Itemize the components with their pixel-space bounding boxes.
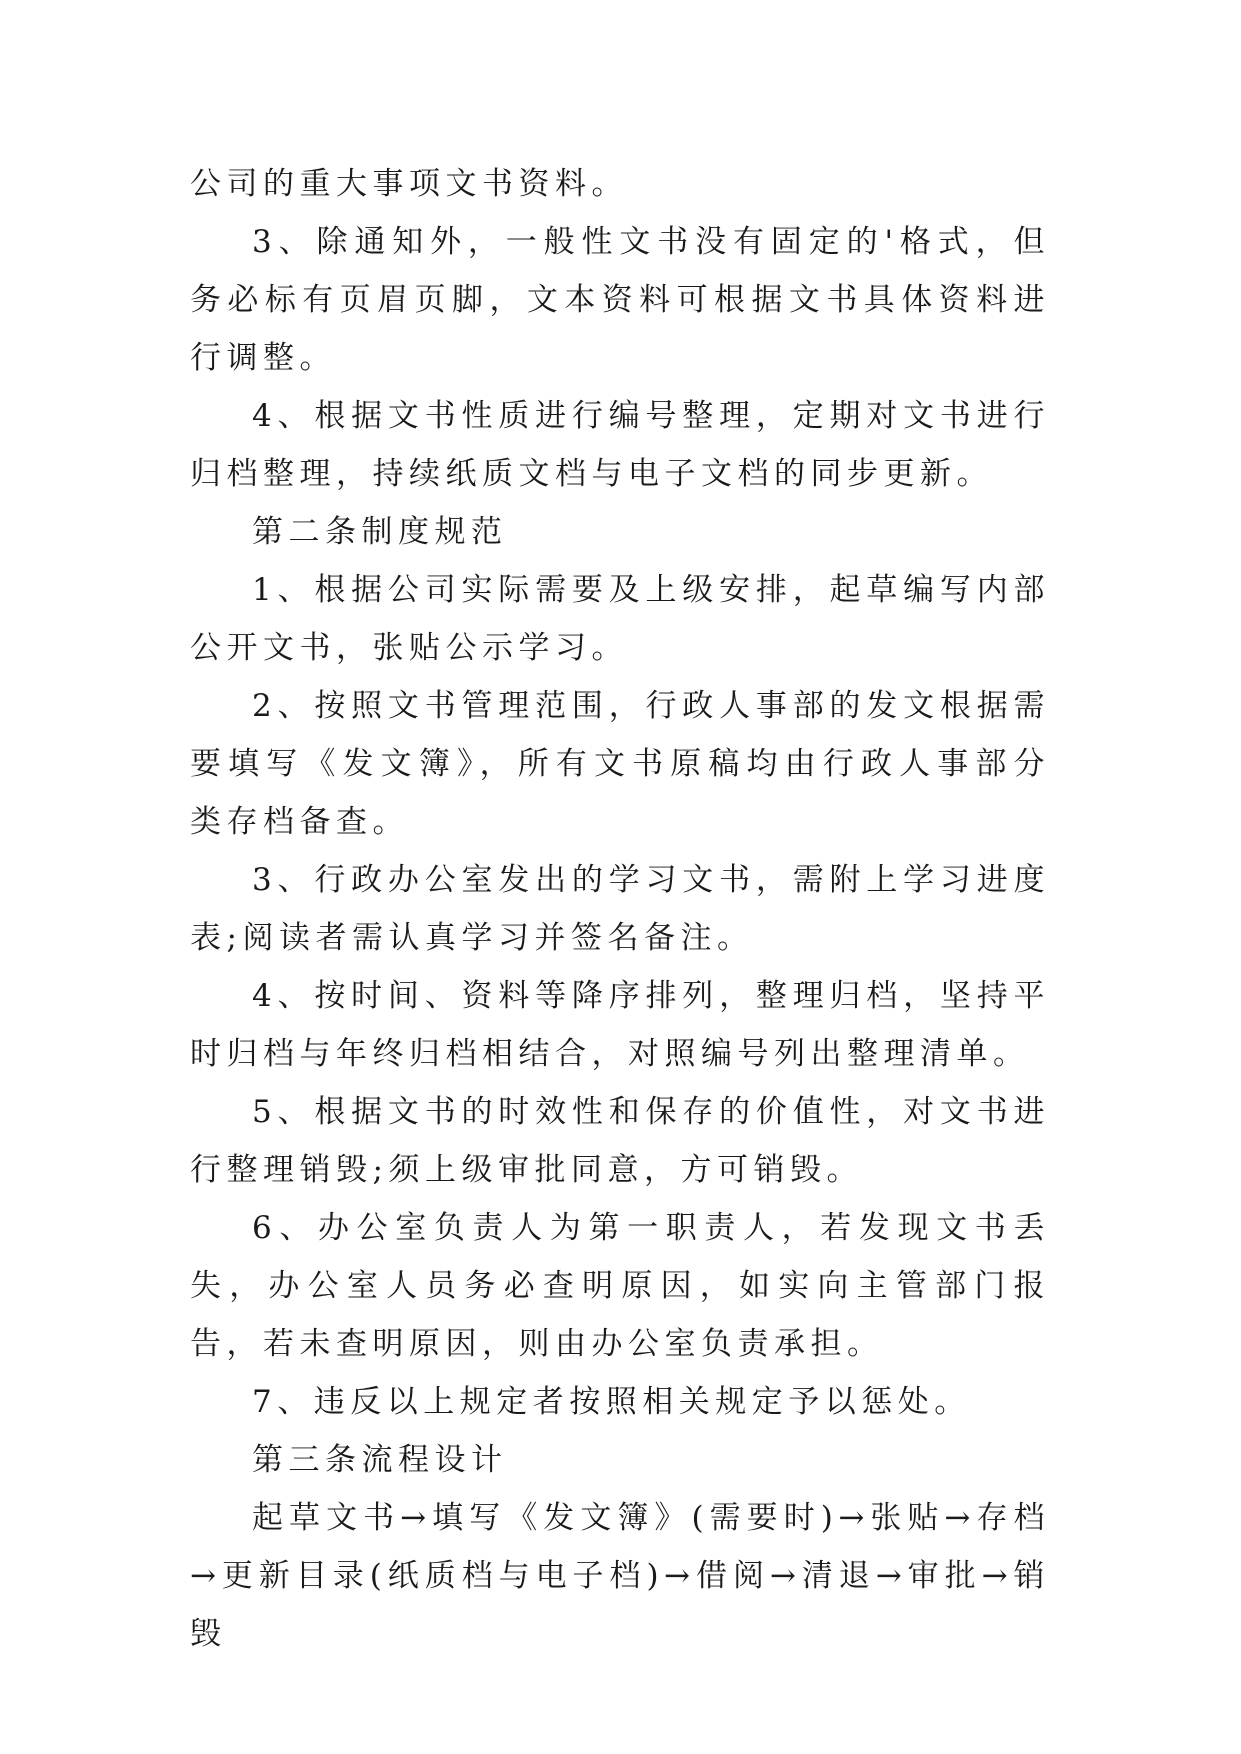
document-body <box>190 155 1050 1663</box>
paragraph-rule-1: 1、根据公司实际需要及上级安排，起草编写内部公开文书，张贴公示学习。 <box>190 572 1050 666</box>
paragraph-rule-5: 5、根据文书的时效性和保存的价值性，对文书进行整理销毁;须上级审批同意，方可销毁。 <box>190 1094 1050 1188</box>
section-heading-article-2: 第二条制度规范 <box>252 514 508 550</box>
paragraph-continuation: 公司的重大事项文书资料。 <box>190 166 628 202</box>
paragraph-rule-3: 3、行政办公室发出的学习文书，需附上学习进度表;阅读者需认真学习并签名备注。 <box>190 862 1050 956</box>
paragraph-process-flow: 起草文书→填写《发文簿》(需要时)→张贴→存档→更新目录(纸质档与电子档)→借阅→清退→审批→销毁 <box>190 1500 1050 1652</box>
paragraph-rule-6: 6、办公室负责人为第一职责人，若发现文书丢失，办公室人员务必查明原因，如实向主管部门报告，若未查明原因，则由办公室负责承担。 <box>190 1210 1050 1362</box>
paragraph-item-4: 4、根据文书性质进行编号整理，定期对文书进行归档整理，持续纸质文档与电子文档的同步更新。 <box>190 398 1050 492</box>
paragraph-rule-4: 4、按时间、资料等降序排列，整理归档，坚持平时归档与年终归档相结合，对照编号列出整理清单。 <box>190 978 1050 1072</box>
paragraph-rule-2: 2、按照文书管理范围，行政人事部的发文根据需要填写《发文簿》，所有文书原稿均由行政人事部分类存档备查。 <box>190 688 1050 840</box>
section-heading-article-3: 第三条流程设计 <box>252 1442 508 1478</box>
paragraph-item-3: 3、除通知外，一般性文书没有固定的'格式，但务必标有页眉页脚，文本资料可根据文书具体资料进行调整。 <box>190 224 1050 376</box>
paragraph-rule-7: 7、违反以上规定者按照相关规定予以惩处。 <box>252 1384 971 1420</box>
